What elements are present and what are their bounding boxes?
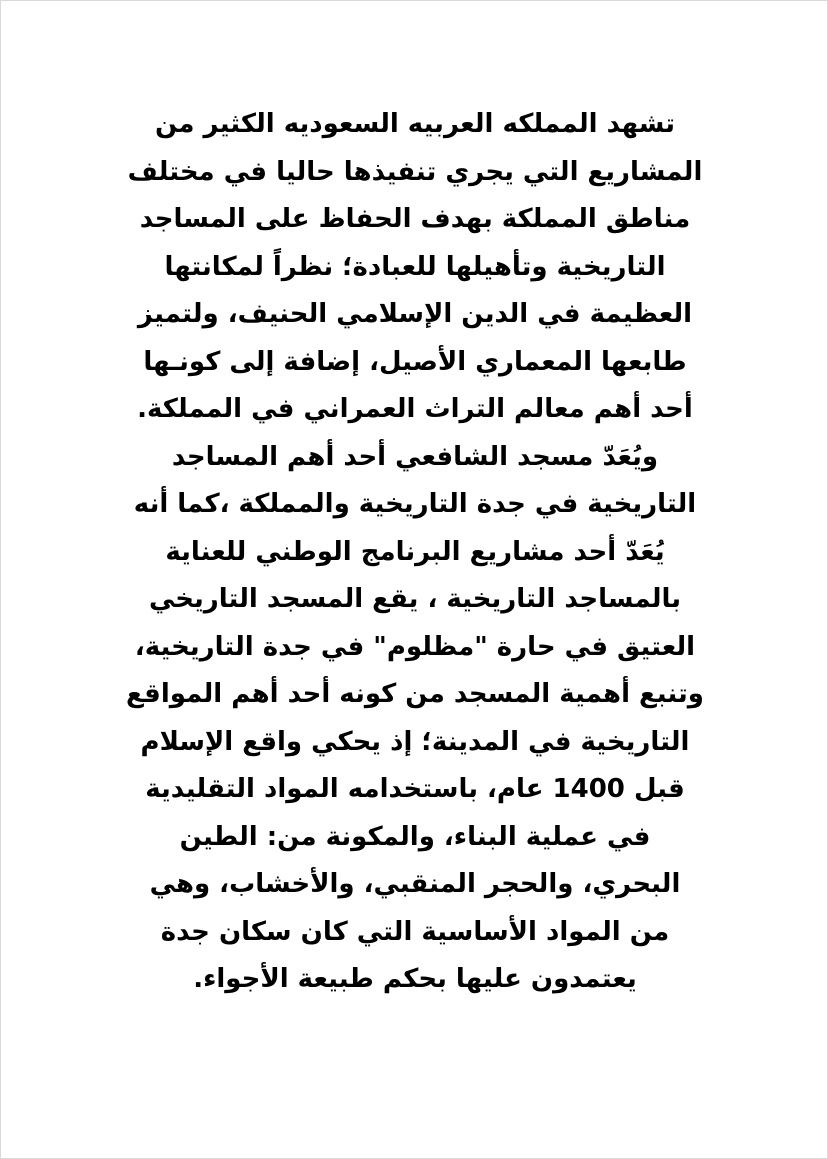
- text-line-3: مناطق المملكة بهدف الحفاظ على المساجد: [139, 204, 691, 234]
- text-line-10: يُعَدّ أحد مشاريع البرنامج الوطني للعناية: [165, 536, 665, 567]
- text-line-16: في عملية البناء، والمكونة من: الطين: [179, 821, 651, 852]
- text-line-6: طابعها المعماري الأصيل، إضافة إلى كونـها: [143, 346, 687, 377]
- text-line-19: يعتمدون عليها بحكم طبيعة الأجواء.: [193, 964, 637, 994]
- text-line-15: قبل 1400 عام، باستخدامه المواد التقليدية: [145, 774, 685, 804]
- text-line-13: وتنبع أهمية المسجد من كونه أحد أهم المواقع: [126, 679, 704, 709]
- text-line-5: العظيمة في الدين الإسلامي الحنيف، ولتميز: [137, 299, 693, 329]
- text-line-9: التاريخية في جدة التاريخية والمملكة ،كما أنه: [133, 489, 697, 519]
- text-line-14: التاريخية في المدينة؛ إذ يحكي واقع الإسلام: [140, 726, 690, 757]
- text-line-12: العتيق في حارة "مظلوم" في جدة التاريخية،: [134, 631, 696, 662]
- article-body: [121, 101, 709, 1004]
- text-line-1: تشهد المملكه العربيه السعوديه الكثير من: [154, 109, 676, 139]
- text-line-7: أحد أهم معالم التراث العمراني في المملكة.: [137, 394, 693, 424]
- text-line-2: المشاريع التي يجري تنفيذها حاليا في مختلف: [127, 156, 703, 187]
- text-line-17: البحري، والحجر المنقبي، والأخشاب، وهي: [149, 869, 681, 899]
- text-line-8: ويُعَدّ مسجد الشافعي أحد أهم المساجد: [171, 441, 659, 472]
- text-line-11: بالمساجد التاريخية ، يقع المسجد التاريخي: [148, 584, 682, 614]
- text-line-4: التاريخية وتأهيلها للعبادة؛ نظراً لمكانتها: [164, 251, 666, 282]
- text-line-18: من المواد الأساسية التي كان سكان جدة: [160, 916, 670, 947]
